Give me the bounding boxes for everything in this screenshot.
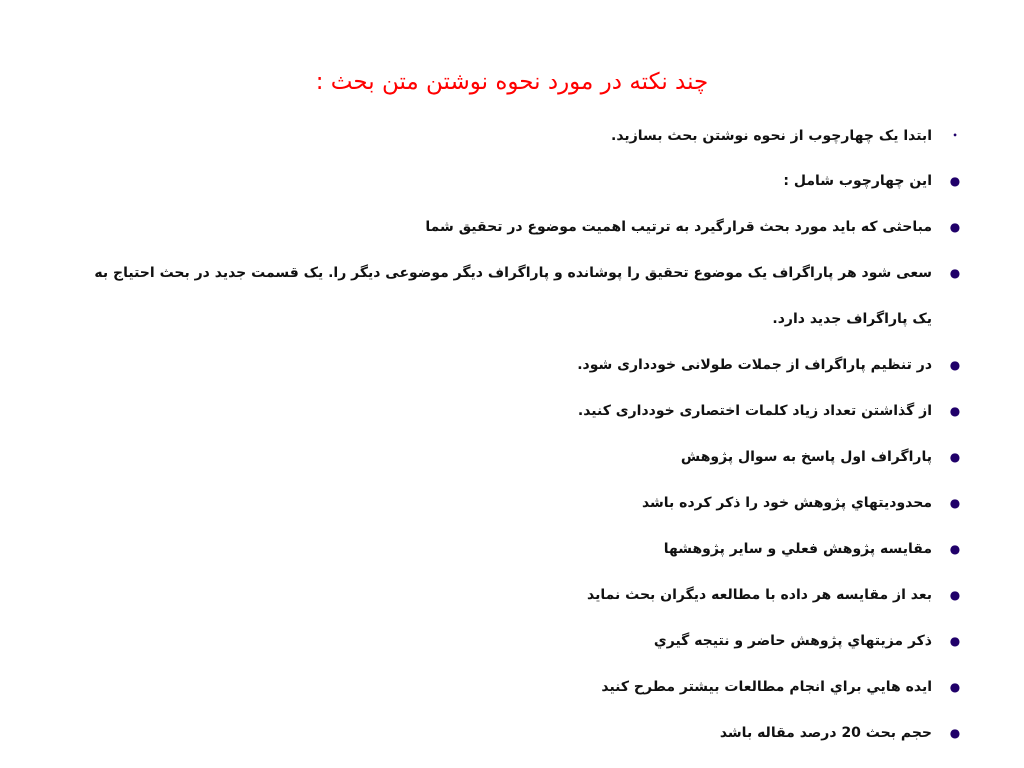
bullet-text: بعد از مقایسه هر داده با مطالعه دیگران بحث نماید [587, 587, 932, 603]
bullet-text: ابتدا یک چهارچوب از نحوه نوشتن بحث بسازید. [611, 128, 932, 144]
bullet-text: مقایسه پژوهش فعلي و سایر پژوهشها [663, 541, 932, 557]
bullet-item [94, 434, 966, 480]
bullet-list [94, 120, 966, 756]
bullet-text: ذکر مزیتهاي پژوهش حاضر و نتیجه گیري [653, 633, 932, 649]
bullet-item [94, 710, 966, 756]
bullet-item [94, 204, 966, 250]
bullet-dot-icon: ● [949, 174, 961, 188]
bullet-item [94, 388, 966, 434]
bullet-item [94, 158, 966, 204]
bullet-dot-icon: ● [949, 220, 961, 234]
bullet-dot-icon: ● [949, 266, 961, 280]
bullet-item [94, 120, 966, 158]
bullet-dot-icon: ● [949, 450, 961, 464]
bullet-dot-icon: ● [949, 496, 961, 510]
bullet-item [94, 572, 966, 618]
bullet-text: از گذاشتن تعداد زیاد کلمات اختصاری خودداری کنید. [577, 403, 932, 419]
bullet-text: محدودیتهاي پژوهش خود را ذکر کرده باشد [641, 495, 932, 511]
bullet-text: سعی شود هر پاراگراف یک موضوع تحقیق را پوشانده و پاراگراف دیگر موضوعی دیگر را. یک قسمت جدید در بحث احتیاج به یک پاراگراف جدید دارد. [94, 265, 932, 327]
bullet-text: در تنظیم پاراگراف از جملات طولانی خودداری شود. [577, 357, 932, 373]
bullet-text: مباحثی که باید مورد بحث قرارگیرد به ترتیب اهمیت موضوع در تحقیق شما [425, 219, 932, 235]
bullet-dot-icon: ● [949, 726, 961, 740]
bullet-dot-icon: ● [949, 680, 961, 694]
bullet-text: پاراگراف اول پاسخ به سوال پژوهش [680, 449, 932, 465]
bullet-text: حجم بحث 20 درصد مقاله باشد [719, 725, 932, 741]
bullet-text: ایده هایي براي انجام مطالعات بیشتر مطرح کنید [601, 679, 932, 695]
bullet-item [94, 664, 966, 710]
bullet-dot-icon: ● [949, 404, 961, 418]
bullet-dot-icon: ● [949, 634, 961, 648]
bullet-item [94, 342, 966, 388]
bullet-item [94, 250, 966, 342]
bullet-text: این چهارچوب شامل : [783, 173, 932, 189]
bullet-item [94, 618, 966, 664]
bullet-dot-icon: ● [949, 588, 961, 602]
bullet-dot-icon: • [952, 131, 958, 140]
bullet-item [94, 526, 966, 572]
bullet-item [94, 480, 966, 526]
bullet-dot-icon: ● [949, 542, 961, 556]
slide-title: چند نکته در مورد نحوه نوشتن متن بحث : [315, 69, 709, 95]
bullet-dot-icon: ● [949, 358, 961, 372]
